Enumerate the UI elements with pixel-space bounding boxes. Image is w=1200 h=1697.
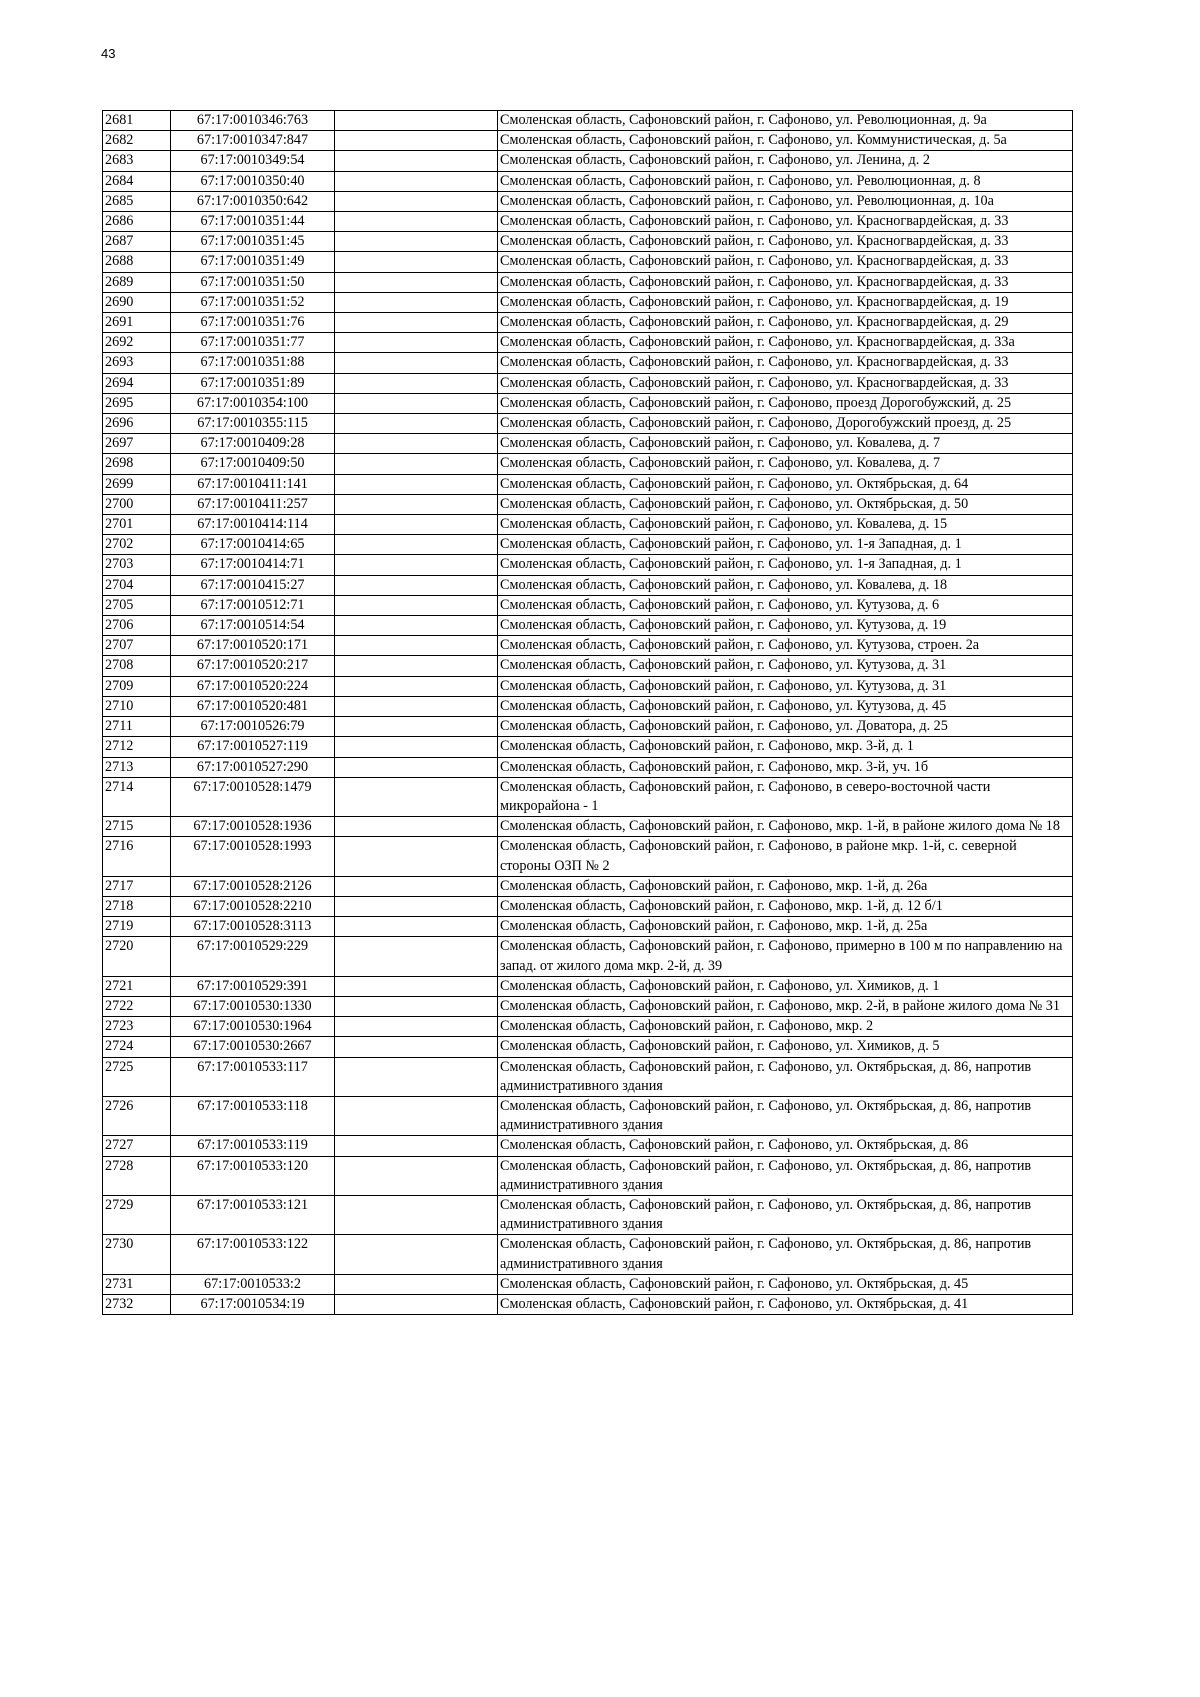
- row-number-cell: 2704: [103, 575, 171, 595]
- cadastral-number-cell: 67:17:0010512:71: [171, 595, 335, 615]
- cadastral-number-cell: 67:17:0010351:76: [171, 313, 335, 333]
- row-number-cell: 2720: [103, 937, 171, 976]
- row-number-cell: 2705: [103, 595, 171, 615]
- table-row: [103, 1274, 1073, 1294]
- table-row: [103, 373, 1073, 393]
- blank-cell: [335, 111, 498, 131]
- cadastral-number-cell: 67:17:0010351:88: [171, 353, 335, 373]
- row-number-cell: 2683: [103, 151, 171, 171]
- cadastral-number-cell: 67:17:0010534:19: [171, 1294, 335, 1314]
- row-number-cell: 2706: [103, 616, 171, 636]
- address-cell: Смоленская область, Сафоновский район, г. Сафоново, ул. Красногвардейская, д. 33: [498, 232, 1073, 252]
- address-cell: Смоленская область, Сафоновский район, г. Сафоново, ул. Революционная, д. 9а: [498, 111, 1073, 131]
- cadastral-number-cell: 67:17:0010529:229: [171, 937, 335, 976]
- cadastral-number-cell: 67:17:0010414:114: [171, 515, 335, 535]
- row-number-cell: 2729: [103, 1195, 171, 1234]
- row-number-cell: 2692: [103, 333, 171, 353]
- address-cell: Смоленская область, Сафоновский район, г. Сафоново, ул. 1-я Западная, д. 1: [498, 535, 1073, 555]
- table-row: [103, 1037, 1073, 1057]
- blank-cell: [335, 636, 498, 656]
- row-number-cell: 2712: [103, 737, 171, 757]
- row-number-cell: 2688: [103, 252, 171, 272]
- row-number-cell: 2723: [103, 1017, 171, 1037]
- cadastral-number-cell: 67:17:0010415:27: [171, 575, 335, 595]
- blank-cell: [335, 313, 498, 333]
- address-cell: Смоленская область, Сафоновский район, г. Сафоново, ул. Коммунистическая, д. 5а: [498, 131, 1073, 151]
- table-row: [103, 996, 1073, 1016]
- blank-cell: [335, 191, 498, 211]
- row-number-cell: 2690: [103, 292, 171, 312]
- address-cell: Смоленская область, Сафоновский район, г. Сафоново, ул. Октябрьская, д. 45: [498, 1274, 1073, 1294]
- row-number-cell: 2695: [103, 393, 171, 413]
- blank-cell: [335, 917, 498, 937]
- address-cell: Смоленская область, Сафоновский район, г. Сафоново, мкр. 2: [498, 1017, 1073, 1037]
- address-cell: Смоленская область, Сафоновский район, г. Сафоново, ул. Красногвардейская, д. 33: [498, 353, 1073, 373]
- address-cell: Смоленская область, Сафоновский район, г. Сафоново, ул. Красногвардейская, д. 33: [498, 373, 1073, 393]
- blank-cell: [335, 414, 498, 434]
- address-cell: Смоленская область, Сафоновский район, г. Сафоново, ул. Красногвардейская, д. 33: [498, 272, 1073, 292]
- row-number-cell: 2715: [103, 817, 171, 837]
- cadastral-number-cell: 67:17:0010528:2210: [171, 896, 335, 916]
- blank-cell: [335, 876, 498, 896]
- table-row: [103, 171, 1073, 191]
- registry-table-body: [103, 111, 1073, 1315]
- blank-cell: [335, 777, 498, 816]
- address-cell: Смоленская область, Сафоновский район, г. Сафоново, ул. Ковалева, д. 7: [498, 454, 1073, 474]
- row-number-cell: 2724: [103, 1037, 171, 1057]
- table-row: [103, 474, 1073, 494]
- table-row: [103, 191, 1073, 211]
- address-cell: Смоленская область, Сафоновский район, г. Сафоново, ул. Октябрьская, д. 41: [498, 1294, 1073, 1314]
- address-cell: Смоленская область, Сафоновский район, г. Сафоново, мкр. 3-й, уч. 1б: [498, 757, 1073, 777]
- cadastral-number-cell: 67:17:0010530:1964: [171, 1017, 335, 1037]
- cadastral-number-cell: 67:17:0010528:1936: [171, 817, 335, 837]
- table-row: [103, 232, 1073, 252]
- cadastral-number-cell: 67:17:0010409:28: [171, 434, 335, 454]
- address-cell: Смоленская область, Сафоновский район, г. Сафоново, в районе мкр. 1-й, с. северной стороны ОЗП № 2: [498, 837, 1073, 876]
- cadastral-number-cell: 67:17:0010351:50: [171, 272, 335, 292]
- cadastral-number-cell: 67:17:0010527:290: [171, 757, 335, 777]
- blank-cell: [335, 393, 498, 413]
- table-row: [103, 1294, 1073, 1314]
- cadastral-number-cell: 67:17:0010414:71: [171, 555, 335, 575]
- cadastral-number-cell: 67:17:0010414:65: [171, 535, 335, 555]
- row-number-cell: 2718: [103, 896, 171, 916]
- table-row: [103, 535, 1073, 555]
- cadastral-number-cell: 67:17:0010533:121: [171, 1195, 335, 1234]
- row-number-cell: 2721: [103, 976, 171, 996]
- cadastral-number-cell: 67:17:0010533:117: [171, 1057, 335, 1096]
- cadastral-number-cell: 67:17:0010351:77: [171, 333, 335, 353]
- table-row: [103, 575, 1073, 595]
- blank-cell: [335, 434, 498, 454]
- address-cell: Смоленская область, Сафоновский район, г. Сафоново, ул. Кутузова, д. 19: [498, 616, 1073, 636]
- row-number-cell: 2696: [103, 414, 171, 434]
- row-number-cell: 2711: [103, 717, 171, 737]
- row-number-cell: 2702: [103, 535, 171, 555]
- cadastral-number-cell: 67:17:0010355:115: [171, 414, 335, 434]
- address-cell: Смоленская область, Сафоновский район, г. Сафоново, ул. 1-я Западная, д. 1: [498, 555, 1073, 575]
- blank-cell: [335, 1195, 498, 1234]
- address-cell: Смоленская область, Сафоновский район, г. Сафоново, мкр. 2-й, в районе жилого дома № 31: [498, 996, 1073, 1016]
- row-number-cell: 2707: [103, 636, 171, 656]
- blank-cell: [335, 656, 498, 676]
- address-cell: Смоленская область, Сафоновский район, г. Сафоново, ул. Ковалева, д. 18: [498, 575, 1073, 595]
- table-row: [103, 1057, 1073, 1096]
- row-number-cell: 2694: [103, 373, 171, 393]
- row-number-cell: 2703: [103, 555, 171, 575]
- blank-cell: [335, 1274, 498, 1294]
- blank-cell: [335, 575, 498, 595]
- table-row: [103, 151, 1073, 171]
- table-row: [103, 817, 1073, 837]
- blank-cell: [335, 474, 498, 494]
- blank-cell: [335, 131, 498, 151]
- row-number-cell: 2700: [103, 494, 171, 514]
- address-cell: Смоленская область, Сафоновский район, г. Сафоново, ул. Октябрьская, д. 86, напротив административного здания: [498, 1195, 1073, 1234]
- table-row: [103, 595, 1073, 615]
- cadastral-number-cell: 67:17:0010533:119: [171, 1136, 335, 1156]
- table-row: [103, 292, 1073, 312]
- blank-cell: [335, 616, 498, 636]
- address-cell: Смоленская область, Сафоновский район, г. Сафоново, ул. Кутузова, д. 6: [498, 595, 1073, 615]
- address-cell: Смоленская область, Сафоновский район, г. Сафоново, ул. Красногвардейская, д. 33а: [498, 333, 1073, 353]
- blank-cell: [335, 494, 498, 514]
- blank-cell: [335, 595, 498, 615]
- blank-cell: [335, 676, 498, 696]
- table-row: [103, 1136, 1073, 1156]
- cadastral-number-cell: 67:17:0010533:122: [171, 1235, 335, 1274]
- row-number-cell: 2719: [103, 917, 171, 937]
- address-cell: Смоленская область, Сафоновский район, г. Сафоново, ул. Кутузова, д. 31: [498, 676, 1073, 696]
- address-cell: Смоленская область, Сафоновский район, г. Сафоново, ул. Октябрьская, д. 50: [498, 494, 1073, 514]
- blank-cell: [335, 212, 498, 232]
- row-number-cell: 2687: [103, 232, 171, 252]
- address-cell: Смоленская область, Сафоновский район, г. Сафоново, ул. Красногвардейская, д. 29: [498, 313, 1073, 333]
- blank-cell: [335, 555, 498, 575]
- cadastral-number-cell: 67:17:0010529:391: [171, 976, 335, 996]
- blank-cell: [335, 353, 498, 373]
- cadastral-number-cell: 67:17:0010526:79: [171, 717, 335, 737]
- blank-cell: [335, 171, 498, 191]
- cadastral-number-cell: 67:17:0010354:100: [171, 393, 335, 413]
- row-number-cell: 2732: [103, 1294, 171, 1314]
- table-row: [103, 636, 1073, 656]
- address-cell: Смоленская область, Сафоновский район, г. Сафоново, ул. Октябрьская, д. 86, напротив административного здания: [498, 1156, 1073, 1195]
- row-number-cell: 2681: [103, 111, 171, 131]
- blank-cell: [335, 1037, 498, 1057]
- address-cell: Смоленская область, Сафоновский район, г. Сафоново, ул. Кутузова, д. 45: [498, 696, 1073, 716]
- row-number-cell: 2727: [103, 1136, 171, 1156]
- blank-cell: [335, 717, 498, 737]
- row-number-cell: 2684: [103, 171, 171, 191]
- cadastral-number-cell: 67:17:0010351:89: [171, 373, 335, 393]
- cadastral-number-cell: 67:17:0010411:257: [171, 494, 335, 514]
- table-row: [103, 111, 1073, 131]
- table-row: [103, 494, 1073, 514]
- table-row: [103, 1235, 1073, 1274]
- table-row: [103, 212, 1073, 232]
- address-cell: Смоленская область, Сафоновский район, г. Сафоново, проезд Дорогобужский, д. 25: [498, 393, 1073, 413]
- row-number-cell: 2708: [103, 656, 171, 676]
- blank-cell: [335, 151, 498, 171]
- blank-cell: [335, 696, 498, 716]
- cadastral-number-cell: 67:17:0010528:1479: [171, 777, 335, 816]
- row-number-cell: 2693: [103, 353, 171, 373]
- page-number: 43: [101, 46, 116, 61]
- table-row: [103, 777, 1073, 816]
- blank-cell: [335, 757, 498, 777]
- cadastral-number-cell: 67:17:0010351:49: [171, 252, 335, 272]
- address-cell: Смоленская область, Сафоновский район, г. Сафоново, мкр. 1-й, д. 26а: [498, 876, 1073, 896]
- cadastral-number-cell: 67:17:0010530:1330: [171, 996, 335, 1016]
- table-row: [103, 757, 1073, 777]
- row-number-cell: 2717: [103, 876, 171, 896]
- table-row: [103, 737, 1073, 757]
- cadastral-number-cell: 67:17:0010350:40: [171, 171, 335, 191]
- table-row: [103, 896, 1073, 916]
- address-cell: Смоленская область, Сафоновский район, г. Сафоново, Дорогобужский проезд, д. 25: [498, 414, 1073, 434]
- address-cell: Смоленская область, Сафоновский район, г. Сафоново, ул. Кутузова, д. 31: [498, 656, 1073, 676]
- address-cell: Смоленская область, Сафоновский район, г. Сафоново, ул. Ковалева, д. 7: [498, 434, 1073, 454]
- blank-cell: [335, 896, 498, 916]
- address-cell: Смоленская область, Сафоновский район, г. Сафоново, мкр. 1-й, д. 25а: [498, 917, 1073, 937]
- registry-table: [102, 110, 1073, 1315]
- address-cell: Смоленская область, Сафоновский район, г. Сафоново, ул. Октябрьская, д. 86, напротив административного здания: [498, 1235, 1073, 1274]
- cadastral-number-cell: 67:17:0010520:217: [171, 656, 335, 676]
- row-number-cell: 2716: [103, 837, 171, 876]
- table-row: [103, 1195, 1073, 1234]
- row-number-cell: 2682: [103, 131, 171, 151]
- table-row: [103, 1156, 1073, 1195]
- cadastral-number-cell: 67:17:0010533:2: [171, 1274, 335, 1294]
- blank-cell: [335, 232, 498, 252]
- row-number-cell: 2730: [103, 1235, 171, 1274]
- address-cell: Смоленская область, Сафоновский район, г. Сафоново, в северо-восточной части микрорайона - 1: [498, 777, 1073, 816]
- row-number-cell: 2709: [103, 676, 171, 696]
- address-cell: Смоленская область, Сафоновский район, г. Сафоново, ул. Красногвардейская, д. 33: [498, 252, 1073, 272]
- address-cell: Смоленская область, Сафоновский район, г. Сафоново, мкр. 1-й, в районе жилого дома № 18: [498, 817, 1073, 837]
- cadastral-number-cell: 67:17:0010520:171: [171, 636, 335, 656]
- blank-cell: [335, 454, 498, 474]
- address-cell: Смоленская область, Сафоновский район, г. Сафоново, мкр. 3-й, д. 1: [498, 737, 1073, 757]
- row-number-cell: 2698: [103, 454, 171, 474]
- table-row: [103, 717, 1073, 737]
- address-cell: Смоленская область, Сафоновский район, г. Сафоново, примерно в 100 м по направлению на запад. от жилого дома мкр. 2-й, д. 39: [498, 937, 1073, 976]
- cadastral-number-cell: 67:17:0010350:642: [171, 191, 335, 211]
- table-row: [103, 272, 1073, 292]
- table-row: [103, 313, 1073, 333]
- address-cell: Смоленская область, Сафоновский район, г. Сафоново, ул. Революционная, д. 8: [498, 171, 1073, 191]
- cadastral-number-cell: 67:17:0010514:54: [171, 616, 335, 636]
- table-row: [103, 454, 1073, 474]
- cadastral-number-cell: 67:17:0010346:763: [171, 111, 335, 131]
- table-row: [103, 333, 1073, 353]
- address-cell: Смоленская область, Сафоновский район, г. Сафоново, ул. Химиков, д. 1: [498, 976, 1073, 996]
- blank-cell: [335, 996, 498, 1016]
- blank-cell: [335, 837, 498, 876]
- table-row: [103, 1096, 1073, 1135]
- table-row: [103, 414, 1073, 434]
- address-cell: Смоленская область, Сафоновский район, г. Сафоново, ул. Октябрьская, д. 86: [498, 1136, 1073, 1156]
- blank-cell: [335, 252, 498, 272]
- address-cell: Смоленская область, Сафоновский район, г. Сафоново, ул. Революционная, д. 10а: [498, 191, 1073, 211]
- cadastral-number-cell: 67:17:0010528:1993: [171, 837, 335, 876]
- blank-cell: [335, 817, 498, 837]
- blank-cell: [335, 1294, 498, 1314]
- blank-cell: [335, 333, 498, 353]
- table-row: [103, 131, 1073, 151]
- blank-cell: [335, 737, 498, 757]
- cadastral-number-cell: 67:17:0010411:141: [171, 474, 335, 494]
- cadastral-number-cell: 67:17:0010351:45: [171, 232, 335, 252]
- table-row: [103, 252, 1073, 272]
- address-cell: Смоленская область, Сафоновский район, г. Сафоново, ул. Октябрьская, д. 86, напротив административного здания: [498, 1057, 1073, 1096]
- cadastral-number-cell: 67:17:0010351:52: [171, 292, 335, 312]
- cadastral-number-cell: 67:17:0010409:50: [171, 454, 335, 474]
- row-number-cell: 2685: [103, 191, 171, 211]
- table-row: [103, 353, 1073, 373]
- cadastral-number-cell: 67:17:0010533:118: [171, 1096, 335, 1135]
- table-row: [103, 917, 1073, 937]
- blank-cell: [335, 515, 498, 535]
- cadastral-number-cell: 67:17:0010527:119: [171, 737, 335, 757]
- row-number-cell: 2713: [103, 757, 171, 777]
- blank-cell: [335, 373, 498, 393]
- address-cell: Смоленская область, Сафоновский район, г. Сафоново, ул. Октябрьская, д. 64: [498, 474, 1073, 494]
- address-cell: Смоленская область, Сафоновский район, г. Сафоново, ул. Октябрьская, д. 86, напротив административного здания: [498, 1096, 1073, 1135]
- row-number-cell: 2714: [103, 777, 171, 816]
- table-row: [103, 876, 1073, 896]
- table-row: [103, 393, 1073, 413]
- row-number-cell: 2710: [103, 696, 171, 716]
- table-row: [103, 937, 1073, 976]
- cadastral-number-cell: 67:17:0010347:847: [171, 131, 335, 151]
- address-cell: Смоленская область, Сафоновский район, г. Сафоново, ул. Химиков, д. 5: [498, 1037, 1073, 1057]
- row-number-cell: 2701: [103, 515, 171, 535]
- cadastral-number-cell: 67:17:0010528:2126: [171, 876, 335, 896]
- table-row: [103, 434, 1073, 454]
- table-row: [103, 696, 1073, 716]
- row-number-cell: 2697: [103, 434, 171, 454]
- row-number-cell: 2725: [103, 1057, 171, 1096]
- address-cell: Смоленская область, Сафоновский район, г. Сафоново, ул. Ковалева, д. 15: [498, 515, 1073, 535]
- table-row: [103, 976, 1073, 996]
- blank-cell: [335, 937, 498, 976]
- address-cell: Смоленская область, Сафоновский район, г. Сафоново, ул. Доватора, д. 25: [498, 717, 1073, 737]
- row-number-cell: 2699: [103, 474, 171, 494]
- row-number-cell: 2731: [103, 1274, 171, 1294]
- row-number-cell: 2728: [103, 1156, 171, 1195]
- cadastral-number-cell: 67:17:0010351:44: [171, 212, 335, 232]
- table-row: [103, 676, 1073, 696]
- address-cell: Смоленская область, Сафоновский район, г. Сафоново, ул. Красногвардейская, д. 33: [498, 212, 1073, 232]
- table-row: [103, 515, 1073, 535]
- blank-cell: [335, 1096, 498, 1135]
- table-row: [103, 616, 1073, 636]
- cadastral-number-cell: 67:17:0010528:3113: [171, 917, 335, 937]
- row-number-cell: 2691: [103, 313, 171, 333]
- row-number-cell: 2689: [103, 272, 171, 292]
- blank-cell: [335, 1156, 498, 1195]
- table-row: [103, 555, 1073, 575]
- table-row: [103, 656, 1073, 676]
- row-number-cell: 2722: [103, 996, 171, 1016]
- table-row: [103, 1017, 1073, 1037]
- blank-cell: [335, 1235, 498, 1274]
- cadastral-number-cell: 67:17:0010520:224: [171, 676, 335, 696]
- address-cell: Смоленская область, Сафоновский район, г. Сафоново, мкр. 1-й, д. 12 б/1: [498, 896, 1073, 916]
- blank-cell: [335, 535, 498, 555]
- address-cell: Смоленская область, Сафоновский район, г. Сафоново, ул. Кутузова, строен. 2а: [498, 636, 1073, 656]
- address-cell: Смоленская область, Сафоновский район, г. Сафоново, ул. Ленина, д. 2: [498, 151, 1073, 171]
- table-row: [103, 837, 1073, 876]
- cadastral-number-cell: 67:17:0010530:2667: [171, 1037, 335, 1057]
- address-cell: Смоленская область, Сафоновский район, г. Сафоново, ул. Красногвардейская, д. 19: [498, 292, 1073, 312]
- blank-cell: [335, 1057, 498, 1096]
- blank-cell: [335, 976, 498, 996]
- blank-cell: [335, 272, 498, 292]
- cadastral-number-cell: 67:17:0010533:120: [171, 1156, 335, 1195]
- blank-cell: [335, 1017, 498, 1037]
- blank-cell: [335, 292, 498, 312]
- cadastral-number-cell: 67:17:0010349:54: [171, 151, 335, 171]
- row-number-cell: 2686: [103, 212, 171, 232]
- row-number-cell: 2726: [103, 1096, 171, 1135]
- cadastral-number-cell: 67:17:0010520:481: [171, 696, 335, 716]
- blank-cell: [335, 1136, 498, 1156]
